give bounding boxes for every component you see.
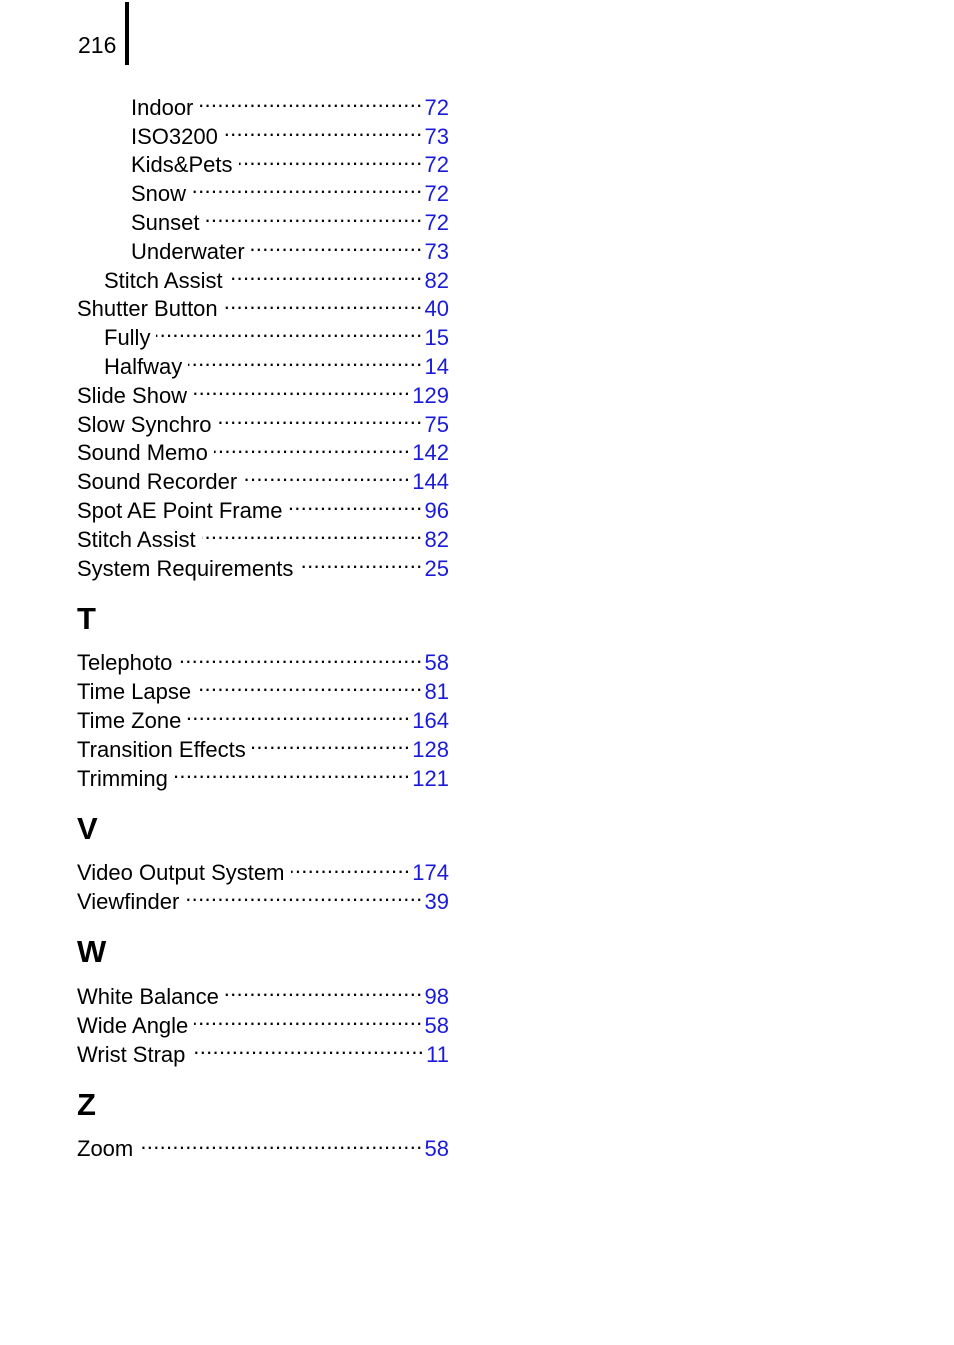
index-group [77,86,449,581]
dot-leader [243,460,410,489]
page-link[interactable]: 164 [412,707,449,733]
page-link[interactable]: 58 [424,1136,449,1162]
index-term: Slow Synchro [77,411,212,437]
index-term: System Requirements [77,555,294,581]
dot-leader [224,115,423,144]
dot-leader [199,86,422,115]
index-term: Snow [131,181,187,207]
dot-leader [193,374,410,403]
dot-leader [178,642,422,671]
page-link[interactable]: 72 [424,181,449,207]
index-group [77,934,449,1067]
page-link[interactable]: 39 [424,889,449,915]
dot-leader [191,1033,424,1062]
index-term: Video Output System [77,860,285,886]
dot-leader [185,880,422,909]
dot-leader [197,670,422,699]
page-link[interactable]: 82 [424,526,449,552]
dot-leader [202,518,423,547]
header-rule [125,2,129,65]
index-entry [77,852,449,886]
dot-leader [291,852,411,881]
page-link[interactable]: 81 [424,679,449,705]
dot-leader [229,259,423,288]
index-term: Stitch Assist [104,267,223,293]
section-letter: V [77,810,98,846]
page-link[interactable]: 96 [424,497,449,523]
page-link[interactable]: 174 [412,860,449,886]
page-link[interactable]: 40 [424,296,449,322]
index-term: Transition Effects [77,736,246,762]
dot-leader [187,699,410,728]
dot-leader [206,201,423,230]
index-entry [77,86,449,120]
index-term: Time Lapse [77,679,192,705]
page-link[interactable]: 144 [412,469,449,495]
index-term: Telephoto [77,650,173,676]
dot-leader [252,728,411,757]
page-link[interactable]: 14 [424,353,449,379]
page-link[interactable]: 75 [424,411,449,437]
dot-leader [218,403,423,432]
index-term: Zoom [77,1136,134,1162]
index-column [77,86,449,1162]
index-term: Fully [104,325,151,351]
dot-leader [194,1004,422,1033]
page-link[interactable]: 73 [424,123,449,149]
dot-leader [192,172,422,201]
index-term: Sound Memo [77,440,208,466]
page-link[interactable]: 25 [424,555,449,581]
page-number: 216 [78,32,117,58]
index-group [77,600,449,791]
page-link[interactable]: 98 [424,983,449,1009]
index-term: Viewfinder [77,889,180,915]
index-term: Indoor [131,94,194,120]
index-entry [77,1128,449,1162]
page-link[interactable]: 72 [424,152,449,178]
index-term: Sound Recorder [77,469,238,495]
index-term: Time Zone [77,707,182,733]
page-link[interactable]: 121 [412,765,449,791]
index-term: Wide Angle [77,1012,189,1038]
index-term: White Balance [77,983,219,1009]
index-term: ISO3200 [131,123,218,149]
page-link[interactable]: 142 [412,440,449,466]
index-term: Wrist Strap [77,1041,186,1067]
page-link[interactable]: 128 [412,736,449,762]
section-letter: Z [77,1086,96,1122]
dot-leader [299,547,422,576]
index-term: Slide Show [77,382,188,408]
index-term: Kids&Pets [131,152,233,178]
page-link[interactable]: 11 [426,1041,449,1067]
page-link[interactable]: 73 [424,238,449,264]
index-group [77,1086,449,1162]
index-term: Halfway [104,353,183,379]
page-link[interactable]: 58 [424,650,449,676]
dot-leader [251,230,423,259]
page-link[interactable]: 72 [424,94,449,120]
dot-leader [214,432,410,461]
index-term: Underwater [131,238,245,264]
page-link[interactable]: 82 [424,267,449,293]
page-link[interactable]: 129 [412,382,449,408]
page-link[interactable]: 72 [424,209,449,235]
index-group [77,810,449,915]
dot-leader [288,489,422,518]
dot-leader [239,144,423,173]
page-link[interactable]: 58 [424,1012,449,1038]
dot-leader [225,975,423,1004]
dot-leader [174,757,410,786]
index-entry [77,975,449,1009]
dot-leader [224,288,423,317]
page-link[interactable]: 15 [424,325,449,351]
index-term: Sunset [131,209,200,235]
dot-leader [188,345,422,374]
index-term: Trimming [77,765,168,791]
dot-leader [139,1128,422,1157]
index-term: Stitch Assist [77,526,196,552]
section-letter: T [77,600,96,636]
index-term: Spot AE Point Frame [77,497,283,523]
index-term: Shutter Button [77,296,218,322]
index-entry [77,642,449,676]
section-letter: W [77,934,107,970]
dot-leader [156,316,422,345]
